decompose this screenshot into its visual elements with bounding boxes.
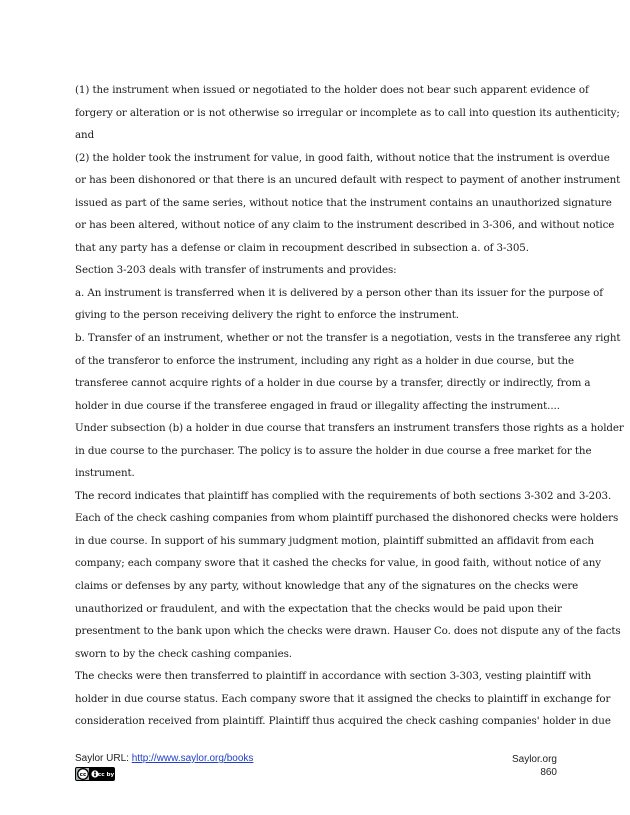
document-body: [75, 79, 624, 733]
text-line: company; each company swore that it cashed the checks for value, in good faith, without notice of any: [75, 557, 601, 570]
text-line: presentment to the bank upon which the checks were drawn. Hauser Co. does not dispute any of the facts: [75, 625, 621, 638]
page-number: 860: [540, 767, 557, 778]
footer-url-label: Saylor URL:: [75, 753, 132, 764]
text-line: of the transferor to enforce the instrument, including any right as a holder in due course, but the: [75, 354, 575, 367]
cc-badge-label: cc by: [97, 772, 115, 779]
text-line: instrument.: [75, 467, 135, 480]
text-line: and: [75, 129, 95, 142]
footer-site-info: [512, 753, 557, 779]
text-line: that any party has a defense or claim in recoupment described in subsection a. of 3-305.: [75, 241, 529, 254]
text-line: The checks were then transferred to plaintiff in accordance with section 3-303, vesting plaintiff with: [75, 670, 592, 683]
cc-license-badge-icon: [75, 767, 115, 781]
text-line: giving to the person receiving delivery the right to enforce the instrument.: [75, 309, 459, 322]
text-line: The record indicates that plaintiff has complied with the requirements of both sections 3-302 and 3-203.: [75, 489, 612, 502]
text-line: (2) the holder took the instrument for value, in good faith, without notice that the instrument is overdue: [75, 151, 610, 164]
text-line: or has been altered, without notice of any claim to the instrument described in 3-306, and without notice: [75, 219, 615, 232]
footer-source: [75, 753, 253, 764]
text-line: Section 3-203 deals with transfer of instruments and provides:: [75, 264, 397, 277]
text-line: transferee cannot acquire rights of a holder in due course by a transfer, directly or indirectly, from a: [75, 377, 591, 390]
text-line: or has been dishonored or that there is an uncured default with respect to payment of another instrument: [75, 174, 621, 187]
text-line: in due course. In support of his summary judgment motion, plaintiff submitted an affidavit from each: [75, 534, 594, 547]
text-line: holder in due course status. Each company swore that it assigned the checks to plaintiff in exchange for: [75, 692, 611, 705]
text-line: holder in due course if the transferee engaged in fraud or illegality affecting the instrument....: [75, 399, 560, 412]
text-line: (1) the instrument when issued or negotiated to the holder does not bear such apparent evidence of: [75, 84, 589, 96]
text-line: in due course to the purchaser. The policy is to assure the holder in due course a free market for the: [75, 444, 592, 457]
text-line: Under subsection (b) a holder in due course that transfers an instrument transfers those rights as a holder: [75, 422, 624, 435]
text-line: issued as part of the same series, without notice that the instrument contains an unauthorized signature: [75, 196, 612, 209]
text-line: Each of the check cashing companies from whom plaintiff purchased the dishonored checks were holders: [75, 512, 619, 525]
text-line: consideration received from plaintiff. Plaintiff thus acquired the check cashing companies' holder in due: [75, 715, 611, 728]
svg-text:cc: cc: [79, 772, 87, 779]
footer-site-name: Saylor.org: [511, 754, 557, 765]
text-line: a. An instrument is transferred when it is delivered by a person other than its issuer for the purpose of: [75, 286, 603, 299]
footer-url-link[interactable]: http://www.saylor.org/books: [131, 753, 254, 764]
text-line: sworn to by the check cashing companies.: [75, 647, 292, 660]
text-line: b. Transfer of an instrument, whether or not the transfer is a negotiation, vests in the transferee any right: [75, 332, 621, 345]
text-line: unauthorized or fraudulent, and with the expectation that the checks would be paid upon their: [75, 602, 562, 615]
text-line: claims or defenses by any party, without knowledge that any of the signatures on the checks were: [75, 580, 579, 593]
text-line: forgery or alteration or is not otherwise so irregular or incomplete as to call into question its authenticity;: [75, 106, 620, 119]
